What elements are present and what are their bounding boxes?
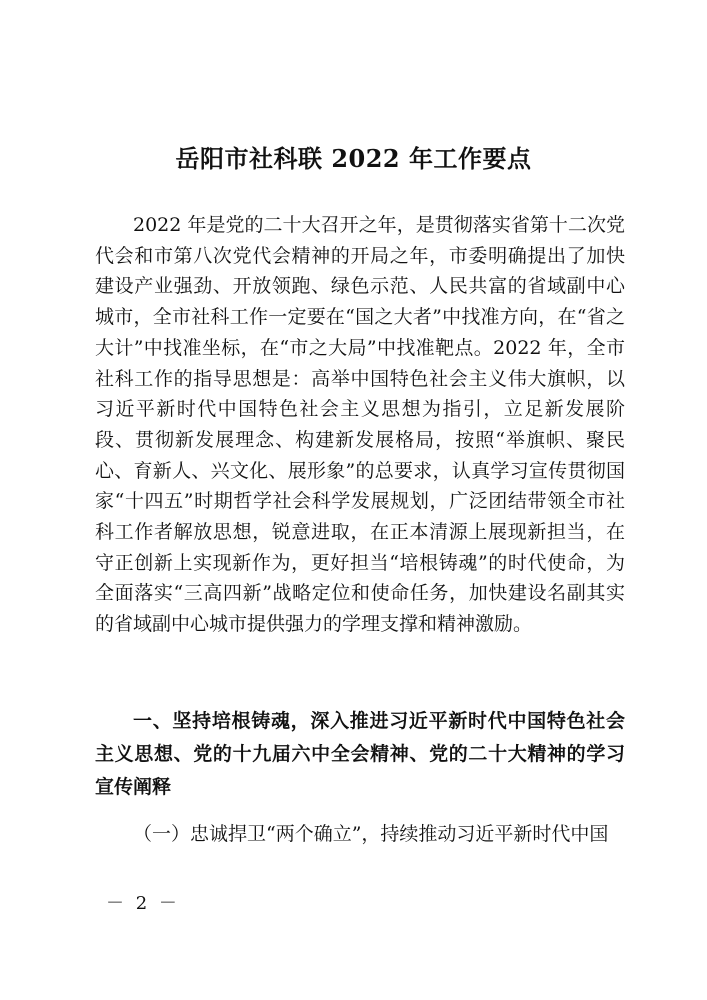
document-title: 岳阳市社科联 2022 年工作要点 xyxy=(175,144,532,173)
subsection-heading-1: （一）忠诚捍卫“两个确立”，持续推动习近平新时代中国 xyxy=(133,823,609,845)
section-heading-1: 一、坚持培根铸魂，深入推进习近平新时代中国特色社会主义思想、党的十九届六中全会精神、党的二十大精神的学习宣传阐释 xyxy=(95,710,625,798)
intro-paragraph: 2022 年是党的二十大召开之年，是贯彻落实省第十二次党代会和市第八次党代会精神的开局之年，市委明确提出了加快建设产业强劲、开放领跑、绿色示范、人民共富的省域副中心城市，全市社科工作一定要在“国之大者”中找准方向，在“省之大计”中找准坐标，在“市之大局”中找准靶点。2022 年，全市社科工作的指导思想是：高举中国特色社会主义伟大旗帜，以习近平新时代中国特色社会主义思想为指引，立足新发展阶段、贯彻新发展理念、构建新发展格局，按照“举旗帜、聚民心、育新人、兴文化、展形象”的总要求，认真学习宣传贯彻国家“十四五”时期哲学社会科学发展规划，广泛团结带领全市社科工作者解放思想，锐意进取，在正本清源上展现新担当，在守正创新上实现新作为，更好担当“培根铸魂”的时代使命，为全面落实“三高四新”战略定位和使命任务，加快建设名副其实的省域副中心城市提供强力的学理支撑和精神激励。 xyxy=(95,214,625,636)
page-number: － 2 － xyxy=(106,893,180,914)
